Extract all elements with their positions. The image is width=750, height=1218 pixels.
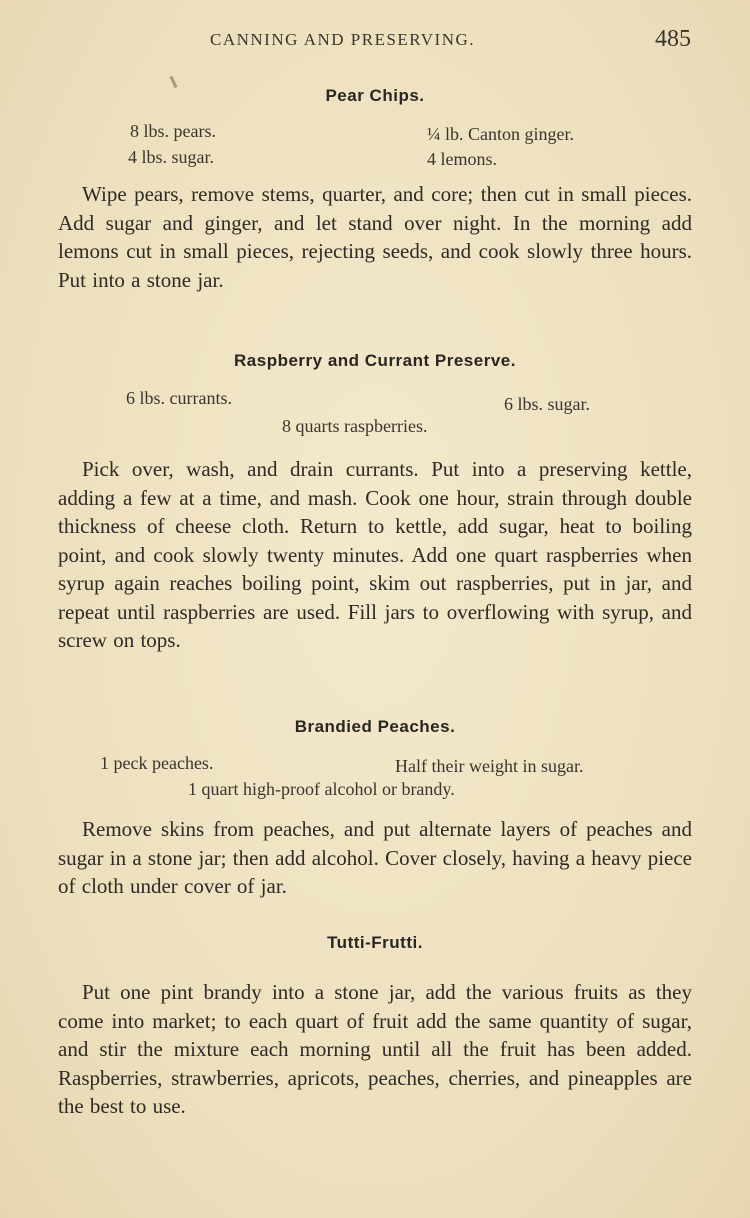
recipe-directions: Put one pint brandy into a stone jar, add the various fruits as they come into market; to each quart of fruit add the same quantity of sugar, and stir the mixture each morning until all the fruit has been added. Raspberries, strawberries, apricots, peaches, cherries, and pineapples are the best to use. bbox=[58, 980, 692, 1118]
ingredient: 4 lbs. sugar. bbox=[128, 147, 215, 167]
recipe-directions: Wipe pears, remove stems, quarter, and core; then cut in small pieces. Add sugar and ginger, and let stand over night. In the morning add lemons cut in small pieces, rejecting seeds, and cook slowly three hours. Put into a stone jar. bbox=[58, 182, 692, 292]
ingredient: 8 lbs. pears. bbox=[130, 121, 216, 141]
ingredient: 1 peck peaches. bbox=[100, 753, 214, 773]
recipe-title-pear-chips: Pear Chips. bbox=[325, 86, 425, 105]
recipe-title-tutti-frutti: Tutti-Frutti. bbox=[327, 933, 423, 952]
recipe-directions: Pick over, wash, and drain currants. Put into a preserving kettle, adding a few at a time, and mash. Cook one hour, strain through double thickness of cheese cloth. Return to kettle, add sugar, heat to boiling point, and cook slowly twenty minutes. Add one quart raspberries when syrup again reaches boiling point, skim out raspberries, put in jar, and repeat until raspberries are used. Fill jars to overflowing with syrup, and screw on tops. bbox=[58, 457, 692, 652]
page-number: 485 bbox=[655, 26, 691, 52]
recipe-directions: Remove skins from peaches, and put alternate layers of peaches and sugar in a stone jar; then add alcohol. Cover closely, having a heavy piece of cloth under cover of jar. bbox=[58, 817, 692, 898]
ingredient: ¼ lb. Canton ginger. bbox=[427, 124, 574, 144]
ingredient: 6 lbs. currants. bbox=[126, 388, 232, 408]
ingredient: 8 quarts raspberries. bbox=[282, 416, 428, 436]
recipe-title-raspberry-currant: Raspberry and Currant Preserve. bbox=[234, 351, 516, 370]
running-head: CANNING AND PRESERVING. bbox=[210, 30, 476, 49]
ingredient: 6 lbs. sugar. bbox=[504, 394, 591, 414]
page-header bbox=[0, 26, 750, 56]
recipe-title-brandied-peaches: Brandied Peaches. bbox=[294, 717, 456, 736]
ingredient: Half their weight in sugar. bbox=[395, 756, 584, 776]
ingredient: 1 quart high-proof alcohol or brandy. bbox=[188, 779, 455, 799]
ingredient: 4 lemons. bbox=[427, 149, 497, 169]
